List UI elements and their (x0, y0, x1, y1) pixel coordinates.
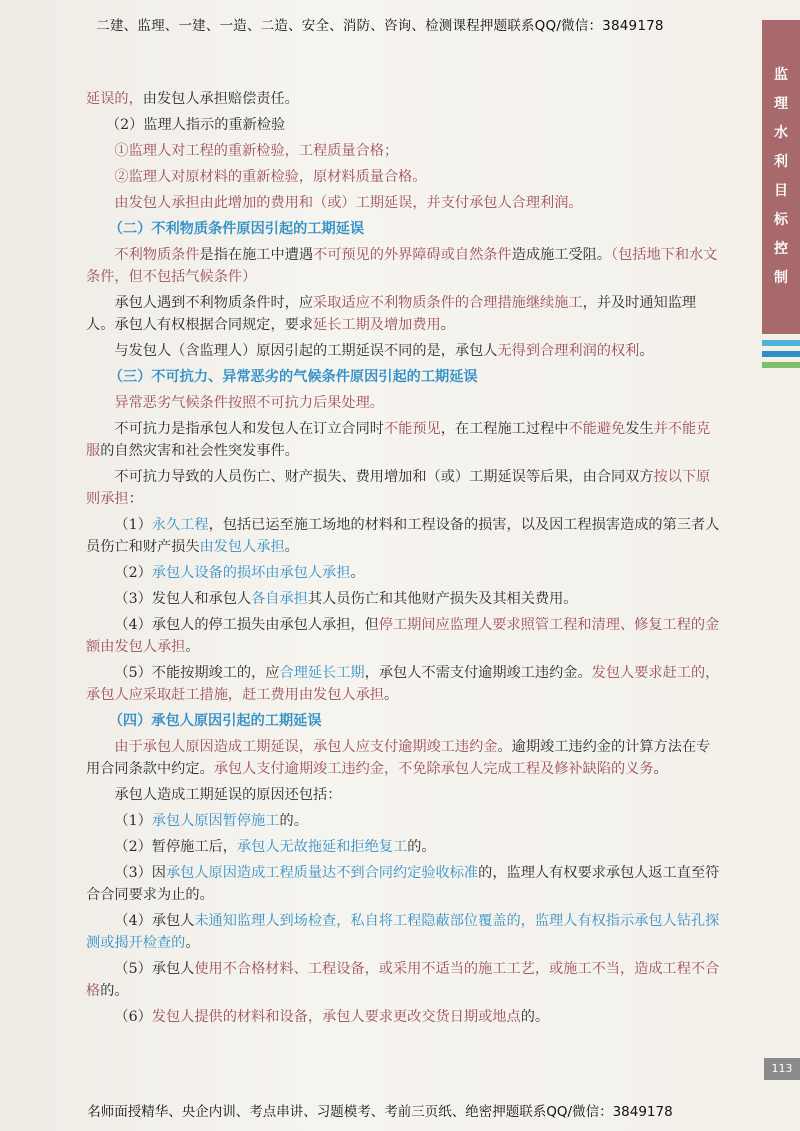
paragraph (86, 340, 722, 362)
paragraph: （2）监理人指示的重新检验 (105, 117, 286, 133)
text: ，并及时通知监理人。承包人有权根据合同规定，要求 (86, 295, 697, 333)
text-highlight: 由发包人承担 (199, 539, 285, 555)
paragraph (86, 614, 722, 658)
text: 的。 (407, 839, 436, 855)
section-heading: （三）不可抗力、异常恶劣的气候条件原因引起的工期延误 (108, 369, 478, 385)
text-highlight: 承包人原因暂停施工 (151, 813, 280, 829)
text-highlight: 合理延长工期 (279, 665, 365, 681)
text-emphasis: 采取适应不利物质条件的合理措施继续施工 (313, 295, 583, 311)
text-emphasis: 延误的， (86, 91, 143, 107)
text: ： (128, 491, 143, 507)
text: 的。 (100, 983, 129, 999)
paragraph (86, 292, 722, 336)
text: 。逾期竣工违约金的计算方法在专用合同条款中约定。 (86, 739, 711, 777)
text-emphasis: 不能避免 (568, 421, 626, 437)
side-tab-char: 水 (774, 125, 788, 141)
text: （1） (114, 813, 152, 829)
paragraph: 异常恶劣气候条件按照不可抗力后果处理。 (114, 395, 384, 411)
side-tab-char: 理 (774, 96, 788, 112)
text: （2）暂停施工后， (114, 839, 237, 855)
side-tab (762, 20, 800, 334)
text: （6） (114, 1009, 152, 1025)
paragraph (86, 810, 722, 832)
text-emphasis: 延长工期及增加费用 (313, 317, 441, 333)
section-heading: （四）承包人原因引起的工期延误 (108, 713, 322, 729)
text: 。 (185, 935, 200, 951)
text: 与发包人（含监理人）原因引起的工期延误不同的是，承包人 (114, 343, 498, 359)
section-heading: （二）不利物质条件原因引起的工期延误 (108, 221, 365, 237)
side-tab-char: 制 (774, 270, 788, 286)
text: 。 (383, 687, 399, 703)
paragraph (86, 588, 722, 610)
paragraph (86, 910, 722, 954)
text: 。 (639, 343, 654, 359)
text: （5）不能按期竣工的，应 (114, 665, 280, 681)
text: ，在工程施工过程中 (440, 421, 569, 437)
text-emphasis: 停工期间应监理人要求照管工程和清理、修复工程的金额由发包人承担 (86, 617, 720, 655)
paragraph: ②监理人对原材料的重新检验，原材料质量合格。 (114, 169, 427, 185)
side-tab-char: 目 (774, 183, 788, 199)
text-highlight: 各自承担 (251, 591, 308, 607)
text: （4）承包人的停工损失由承包人承担，但 (114, 617, 379, 633)
side-stripes (762, 340, 800, 373)
paragraph (86, 514, 722, 558)
text: （2） (114, 565, 152, 581)
stripe (762, 362, 800, 368)
side-tab-char: 监 (774, 67, 788, 83)
text-emphasis: 按以下原则承担 (86, 469, 711, 507)
text: ，包括已运至施工场地的材料和工程设备的损害，以及因工程损害造成的第三者人员伤亡和财产损失 (86, 517, 720, 555)
text: 承包人遇到不利物质条件时，应 (114, 295, 314, 311)
paragraph (86, 244, 722, 288)
text-highlight: 承包人设备的损坏由承包人承担 (151, 565, 351, 581)
paragraph (86, 562, 722, 584)
text: 不可抗力是指承包人和发包人在订立合同时 (114, 421, 384, 437)
side-tab-char: 控 (774, 241, 788, 257)
text-emphasis: 不可预见的外界障碍或自然条件 (313, 247, 512, 263)
text: 。 (284, 539, 299, 555)
paragraph (86, 418, 722, 462)
text: 由发包人承担赔偿责任。 (142, 91, 299, 107)
text: （1） (114, 517, 152, 533)
paragraph (86, 958, 722, 1002)
text-emphasis: 使用不合格材料、工程设备，或采用不适当的施工工艺，或施工不当，造成工程不合格 (86, 961, 720, 999)
top-banner: 二建、监理、一建、一造、二造、安全、消防、咨询、检测课程押题联系QQ/微信：3849178 (96, 18, 664, 34)
stripe (762, 351, 800, 357)
paragraph (86, 736, 722, 780)
text: 的。 (520, 1009, 550, 1025)
text-highlight: 未通知监理人到场检查，私自将工程隐蔽部位覆盖的，监理人有权指示承包人钻孔探测或揭开检查的 (86, 913, 720, 951)
text: 发生 (625, 421, 654, 437)
bottom-banner: 名师面授精华、央企内训、考点串讲、习题模考、考前三页纸、绝密押题联系QQ/微信：3849178 (87, 1104, 673, 1120)
text: 其人员伤亡和其他财产损失及其相关费用。 (307, 591, 578, 607)
text: 是指在施工中遭遇 (199, 247, 314, 263)
text: 。 (653, 761, 668, 777)
text: 。 (350, 565, 365, 581)
text: ，承包人不需支付逾期竣工违约金。 (364, 665, 592, 681)
paragraph (86, 466, 722, 510)
text: （3）因 (114, 865, 166, 881)
text: （3）发包人和承包人 (114, 591, 252, 607)
text-emphasis: 承包人支付逾期竣工违约金，不免除承包人完成工程及修补缺陷的义务 (213, 761, 654, 777)
paragraph (86, 88, 722, 110)
page-body (86, 88, 722, 1032)
text: 的，监理人有权要求承包人返工直至符合合同要求为止的。 (86, 865, 720, 903)
text: 造成施工受阻。 (511, 247, 612, 263)
paragraph (86, 662, 722, 706)
text: 的自然灾害和社会性突发事件。 (100, 443, 299, 459)
text-emphasis: 并不能克服 (86, 421, 711, 459)
text: 。 (185, 639, 200, 655)
side-tab-char: 利 (774, 154, 788, 170)
paragraph (86, 862, 722, 906)
text: 的。 (279, 813, 308, 829)
text-emphasis: 无得到合理利润的权利 (497, 343, 640, 359)
paragraph: ①监理人对工程的重新检验，工程质量合格； (114, 143, 399, 159)
text-emphasis: 发包人提供的材料和设备，承包人要求更改交货日期或地点 (151, 1009, 521, 1025)
paragraph: 承包人造成工期延误的原因还包括： (114, 787, 342, 803)
text: 。 (440, 317, 455, 333)
text: （4）承包人 (114, 913, 195, 929)
paragraph (86, 836, 722, 858)
side-tab-char: 标 (774, 212, 788, 228)
text: （5）承包人 (114, 961, 195, 977)
page-number: 113 (764, 1058, 800, 1080)
text-emphasis: 不利物质条件 (114, 247, 200, 263)
text: 不可抗力导致的人员伤亡、财产损失、费用增加和（或）工期延误等后果，由合同双方 (114, 469, 654, 485)
text-emphasis: 由于承包人原因造成工期延误，承包人应支付逾期竣工违约金 (114, 739, 498, 755)
paragraph: 由发包人承担由此增加的费用和（或）工期延误，并支付承包人合理利润。 (114, 195, 583, 211)
text-emphasis: （包括地下和水文条件，但不包括气候条件） (86, 247, 718, 285)
text-emphasis: 不能预见 (383, 421, 441, 437)
text-highlight: 承包人无故拖延和拒绝复工 (236, 839, 408, 855)
paragraph (86, 1006, 722, 1028)
stripe (762, 340, 800, 346)
text-emphasis: 发包人要求赶工的，承包人应采取赶工措施，赶工费用由发包人承担 (86, 665, 720, 703)
text-highlight: 永久工程 (151, 517, 209, 533)
text-highlight: 承包人原因造成工程质量达不到合同约定验收标准 (165, 865, 479, 881)
